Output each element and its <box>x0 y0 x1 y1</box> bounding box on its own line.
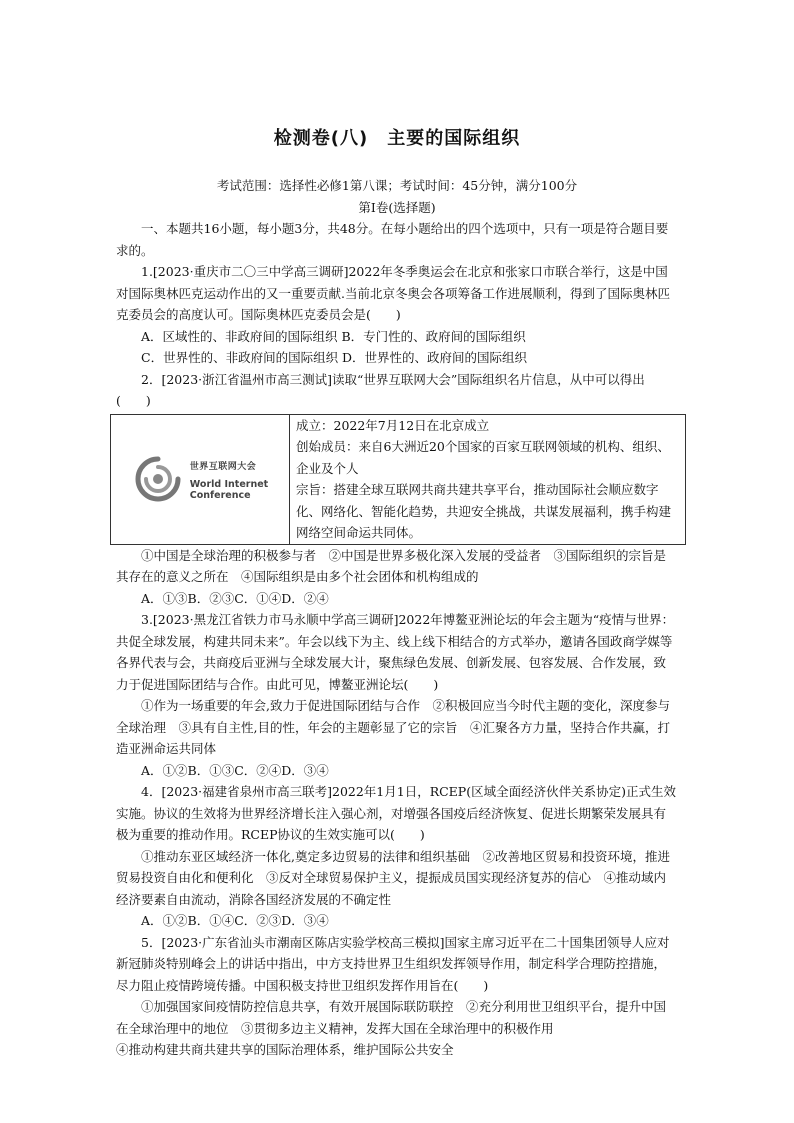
wic-card-info <box>290 415 685 544</box>
wic-info-card <box>110 414 686 545</box>
wic-members: 创始成员：来自6大洲近20个国家的百家互联网领域的机构、组织、企业及个人 <box>296 439 670 476</box>
volume-title: 第Ⅰ卷(选择题) <box>358 199 436 215</box>
question-2-options: A．①③B．②③C．①④D．②④ <box>141 590 329 606</box>
question-4-stem: 4．[2023·福建省泉州市高三联考]2022年1月1日，RCEP(区域全面经济伙伴关系协定)正式生效实施。协议的生效将为世界经济增长注入强心剂，对增强各国疫后经济恢复、促进长期繁荣发展具有极为重要的推动作用。RCEP协议的生效实施可以( ) <box>116 784 676 842</box>
section-intro: 一、本题共16小题，每小题3分，共48分。在每小题给出的四个选项中，只有一项是符合题目要求的。 <box>116 221 669 258</box>
question-4-options: A．①②B．①④C．②③D．③④ <box>141 913 329 928</box>
question-3-items: ①作为一场重要的年会,致力于促进国际团结与合作 ②积极回应当今时代主题的变化，深度参与全球治理 ③具有自主性,目的性，年会的主题彰显了它的宗旨 ④汇聚各方力量，坚持合作共赢，打造亚洲命运共同体 <box>116 698 670 756</box>
wic-logo-cn: 世界互联网大会 <box>189 462 257 473</box>
wic-logo-en-2: Conference <box>189 489 251 501</box>
question-1-options-ab: A．区域性的、非政府间的国际组织 B．专门性的、政府间的国际组织 <box>141 328 526 344</box>
wic-swirl-icon <box>132 453 184 505</box>
question-1-options-cd: C．世界性的、非政府间的国际组织 D．世界性的、政府间的国际组织 <box>141 350 528 365</box>
page-title: 检测卷(八) 主要的国际组织 <box>273 128 521 149</box>
question-3-options: A．①②B．①③C．②④D．③④ <box>141 762 329 778</box>
question-5-items-1: ①加强国家间疫情防控信息共享，有效开展国际联防联控 ②充分利用世卫组织平台，提升中国在全球治理中的地位 ③贯彻多边主义精神，发挥大国在全球治理中的积极作用 <box>116 999 667 1036</box>
question-5-stem: 5．[2023·广东省汕头市潮南区陈店实验学校高三模拟]国家主席习近平在二十国集团领导人应对新冠肺炎特别峰会上的讲话中指出，中方支持世界卫生组织发挥领导作用，制定科学合理防控措施，尽力阻止疫情跨境传播。中国积极支持世卫组织发挥作用旨在( ) <box>116 934 670 993</box>
wic-logo <box>111 415 290 544</box>
question-2-items: ①中国是全球治理的积极参与者 ②中国是世界多极化深入发展的受益者 ③国际组织的宗旨是其存在的意义之所在 ④国际组织是由多个社会团体和机构组成的 <box>116 547 667 584</box>
question-1-stem: 1.[2023·重庆市二〇三中学高三调研]2022年冬季奥运会在北京和张家口市联合举行，这是中国对国际奥林匹克运动作出的又一重要贡献.当前北京冬奥会各项筹备工作进展顺利，得到了国际奥林匹克委员会的高度认可。国际奥林匹克委员会是( ) <box>116 264 670 322</box>
question-2-stem: 2．[2023·浙江省温州市高三测试]读取“世界互联网大会”国际组织名片信息，从中可以得出( ) <box>116 371 645 408</box>
wic-founded: 成立：2022年7月12日在北京成立 <box>296 417 490 433</box>
wic-purpose: 宗旨：搭建全球互联网共商共建共享平台，推动国际社会顺应数字化、网络化、智能化趋势，共迎安全挑战，共谋发展福利，携手构建网络空间命运共同体。 <box>296 482 672 540</box>
question-4-items: ①推动东亚区域经济一体化,奠定多边贸易的法律和组织基础 ②改善地区贸易和投资环境，推进贸易投资自由化和便利化 ③反对全球贸易保护主义，提振成员国实现经济复苏的信心 ④推动域内经济要素自由流动，消除各国经济发展的不确定性 <box>116 848 670 907</box>
question-3-stem: 3.[2023·黑龙江省铁力市马永顺中学高三调研]2022年博鳌亚洲论坛的年会主题为“疫情与世界：共促全球发展，构建共同未来”。年会以线下为主、线上线下相结合的方式举办，邀请各国政商学媒等各界代表与会，共商疫后亚洲与全球发展大计，聚焦绿色发展、创新发展、包容发展、合作发展，致力于促进国际团结与合作。由此可见，博鳌亚洲论坛( ) <box>116 612 675 692</box>
question-5-items-2: ④推动构建共商共建共享的国际治理体系，维护国际公共安全 <box>116 1042 454 1057</box>
exam-content <box>116 175 678 1061</box>
wic-logo-en-1: World Internet <box>189 478 269 490</box>
exam-info: 考试范围：选择性必修1第八课；考试时间：45分钟，满分100分 <box>216 178 578 193</box>
